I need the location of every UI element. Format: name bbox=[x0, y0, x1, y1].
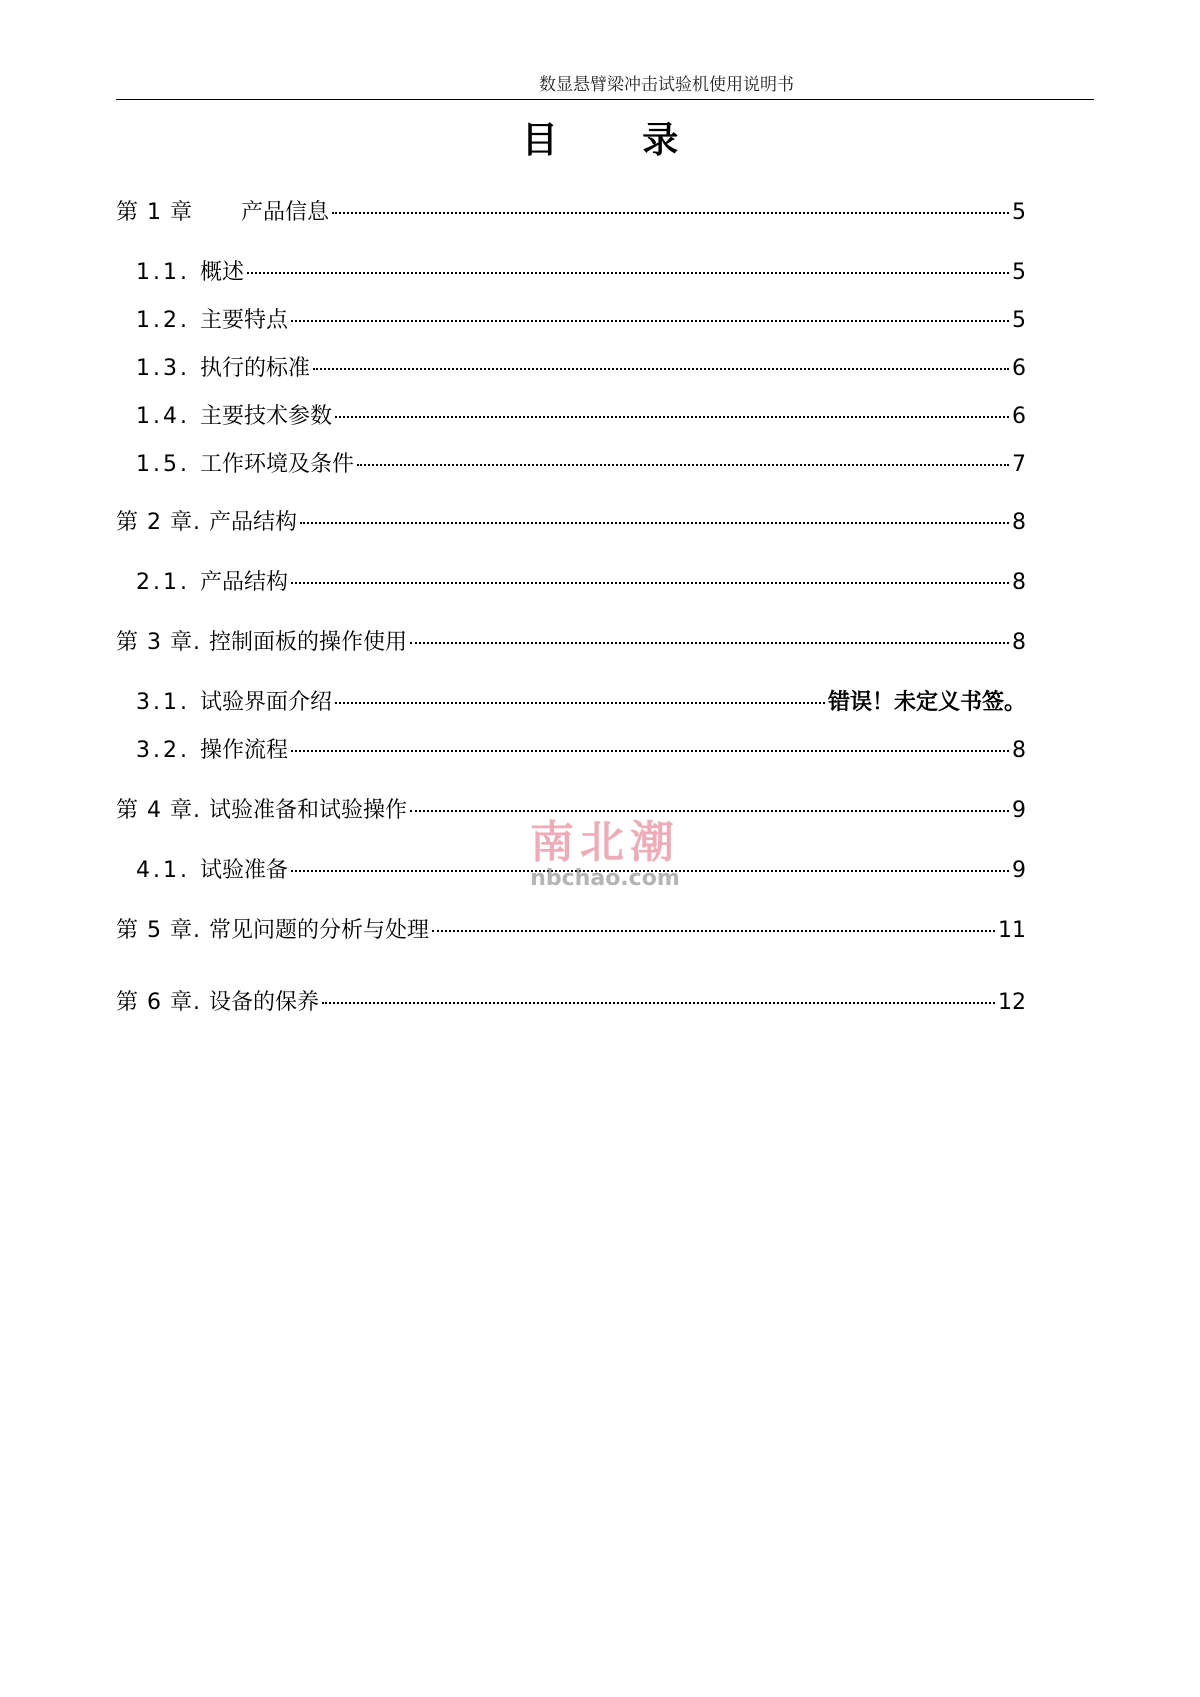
toc-page-number: 8 bbox=[1012, 570, 1026, 595]
toc-entry-section-1-4[interactable] bbox=[136, 402, 1026, 432]
toc-dot-leader bbox=[291, 320, 1009, 322]
toc-entry-chapter-5[interactable] bbox=[116, 916, 1026, 946]
watermark-logo bbox=[520, 818, 690, 894]
toc-dot-leader bbox=[291, 582, 1009, 584]
toc-number: 4.1. bbox=[136, 858, 190, 883]
toc-title: 产品结构 bbox=[208, 510, 297, 535]
toc-number: 第 1 章 bbox=[116, 200, 193, 225]
toc-dot-leader bbox=[410, 810, 1009, 812]
toc-title: 主要特点 bbox=[200, 308, 289, 333]
toc-page-number: 5 bbox=[1012, 308, 1026, 333]
toc-dot-leader bbox=[335, 702, 825, 704]
toc-entry-section-1-3[interactable] bbox=[136, 354, 1026, 384]
toc-page-number: 12 bbox=[998, 990, 1026, 1015]
toc-dot-leader bbox=[291, 750, 1009, 752]
toc-number: 1.4. bbox=[136, 404, 190, 429]
toc-page-number: 7 bbox=[1012, 452, 1026, 477]
toc-page-error-text: 错误！未定义书签。 bbox=[827, 690, 1026, 715]
toc-page-number: 8 bbox=[1012, 630, 1026, 655]
toc-page-number: 9 bbox=[1012, 798, 1026, 823]
toc-dot-leader bbox=[432, 930, 995, 932]
toc-page-number: 5 bbox=[1012, 260, 1026, 285]
toc-entry-section-1-1[interactable] bbox=[136, 258, 1026, 288]
toc-number: 2.1. bbox=[136, 570, 190, 595]
toc-title: 产品结构 bbox=[200, 570, 289, 595]
toc-page-number: 6 bbox=[1012, 404, 1026, 429]
toc-title: 主要技术参数 bbox=[200, 404, 333, 429]
toc-number: 1.3. bbox=[136, 356, 190, 381]
toc-dot-leader bbox=[357, 464, 1009, 466]
toc-title: 设备的保养 bbox=[208, 990, 319, 1015]
toc-title: 概述 bbox=[200, 260, 245, 285]
toc-dot-leader bbox=[247, 272, 1009, 274]
toc-page-number: 8 bbox=[1012, 738, 1026, 763]
toc-number: 1.5. bbox=[136, 452, 190, 477]
toc-number: 第 4 章. bbox=[116, 798, 201, 823]
toc-page-number: 5 bbox=[1012, 200, 1026, 225]
toc-dot-leader bbox=[313, 368, 1009, 370]
toc-number: 第 6 章. bbox=[116, 990, 201, 1015]
toc-entry-section-1-5[interactable] bbox=[136, 450, 1026, 480]
page-title: 目 录 bbox=[521, 120, 715, 161]
toc-dot-leader bbox=[335, 416, 1009, 418]
toc-entry-chapter-2[interactable] bbox=[116, 508, 1026, 538]
toc-title: 试验准备和试验操作 bbox=[208, 798, 407, 823]
toc-entry-section-3-1[interactable] bbox=[136, 688, 1026, 718]
toc-page-number: 11 bbox=[998, 918, 1026, 943]
toc-title: 产品信息 bbox=[240, 200, 329, 225]
toc-number: 1.1. bbox=[136, 260, 190, 285]
toc-title: 执行的标准 bbox=[200, 356, 311, 381]
toc-entry-section-1-2[interactable] bbox=[136, 306, 1026, 336]
toc-number: 第 2 章. bbox=[116, 510, 201, 535]
toc-title: 试验准备 bbox=[200, 858, 289, 883]
toc-page-number: 8 bbox=[1012, 510, 1026, 535]
toc-page-number: 6 bbox=[1012, 356, 1026, 381]
toc-entry-chapter-1[interactable] bbox=[116, 198, 1026, 228]
toc-dot-leader bbox=[300, 522, 1009, 524]
toc-number: 第 5 章. bbox=[116, 918, 201, 943]
toc-entry-chapter-6[interactable] bbox=[116, 988, 1026, 1018]
toc-title: 控制面板的操作使用 bbox=[208, 630, 407, 655]
toc-entry-section-2-1[interactable] bbox=[136, 568, 1026, 598]
toc-entry-section-3-2[interactable] bbox=[136, 736, 1026, 766]
toc-title: 操作流程 bbox=[200, 738, 289, 763]
toc-dot-leader bbox=[410, 642, 1009, 644]
toc-page-number: 9 bbox=[1012, 858, 1026, 883]
toc-number: 1.2. bbox=[136, 308, 190, 333]
toc-title: 试验界面介绍 bbox=[200, 690, 333, 715]
toc-number: 3.2. bbox=[136, 738, 190, 763]
toc-dot-leader bbox=[322, 1002, 995, 1004]
toc-dot-leader bbox=[332, 212, 1009, 214]
toc-title: 工作环境及条件 bbox=[200, 452, 355, 477]
toc-title: 常见问题的分析与处理 bbox=[208, 918, 429, 943]
watermark-chinese-text: 南北潮 bbox=[530, 817, 680, 868]
watermark-domain-text: nbchao.com bbox=[530, 866, 680, 891]
toc-number: 第 3 章. bbox=[116, 630, 201, 655]
header-title: 数显悬臂梁冲击试验机使用说明书 bbox=[539, 75, 794, 95]
toc-entry-chapter-3[interactable] bbox=[116, 628, 1026, 658]
toc-number: 3.1. bbox=[136, 690, 190, 715]
